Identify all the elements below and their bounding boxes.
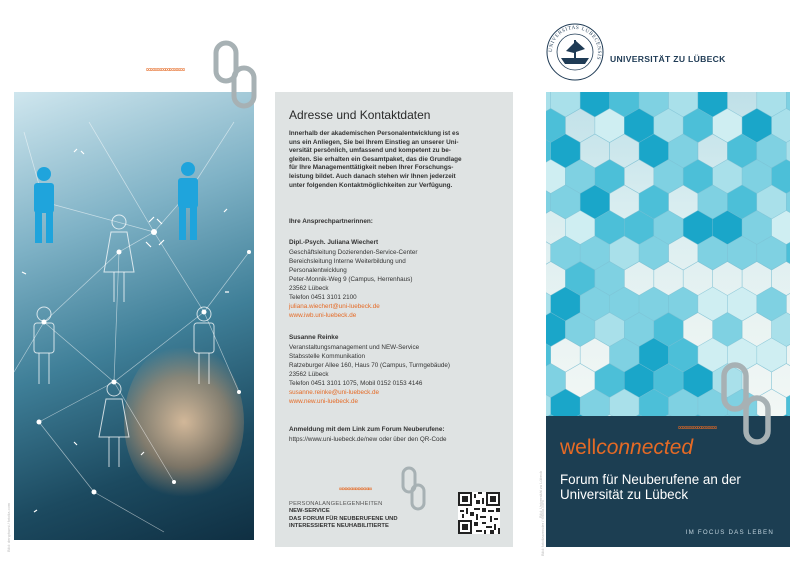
contact1-web-link[interactable]: www.iwb.uni-luebeck.de (289, 312, 357, 319)
registration-heading: Anmeldung mit dem Link zum Forum Neuberufene: (289, 426, 445, 433)
person-icon-outline-right (194, 307, 214, 384)
footer-line1: NEW-SERVICE (289, 508, 330, 515)
university-seal-icon (545, 22, 605, 82)
network-illustration (14, 92, 254, 540)
contact-panel (275, 92, 513, 547)
contacts-heading: Ihre Ansprechpartnerinnen: (289, 218, 373, 225)
contact2-line: 23562 Lübeck (289, 371, 329, 378)
intro-line: uns ein Anliegen, Sie bei Ihrem Einstieg an unserer Uni- (289, 138, 459, 146)
person-icon-outline-male (34, 307, 54, 384)
contact1-line: Telefon 0451 3101 2100 (289, 294, 357, 301)
intro-line: leistung bildet. Auch danach stehen wir Ihnen jederzeit (289, 172, 456, 180)
left-image-credit: Bild: denphumi / fotolia.com (6, 502, 11, 552)
connected-word: connected (596, 436, 694, 459)
registration-link[interactable]: https://www.uni-luebeck.de/new oder über den QR-Code (289, 436, 447, 443)
contact1-line: 23562 Lübeck (289, 285, 329, 292)
orange-chain-dots-cover: ∞∞∞∞∞∞∞∞∞∞ (678, 423, 717, 432)
contact1-line: Personalentwicklung (289, 267, 347, 274)
well-connected-logo (560, 437, 693, 458)
chain-link-icon-small (401, 466, 427, 512)
contact-title: Adresse und Kontaktdaten (289, 108, 431, 122)
university-name: UNIVERSITÄT ZU LÜBECK (610, 54, 726, 64)
footer-line2: DAS FORUM FÜR NEUBERUFENE UND (289, 515, 398, 522)
chain-link-icon-cover (720, 362, 776, 448)
front-cover (546, 92, 790, 547)
middle-side-credit: Bild: Universität zu Lübeck (538, 470, 543, 518)
contact2-line: Ratzeburger Allee 160, Haus 70 (Campus, Turmgebäude) (289, 362, 451, 369)
footer-block (289, 501, 398, 531)
intro-line: gleiten. Sie erhalten ein Gesamtpaket, das die Grundlage (289, 155, 462, 163)
contact2-line: Telefon 0451 3101 1075, Mobil 0152 0153 4146 (289, 380, 423, 387)
forum-title-line: Forum für Neuberufene an der (560, 472, 741, 487)
slogan: IM FOCUS DAS LEBEN (685, 529, 774, 536)
orange-chain-dots-small: ∞∞∞∞∞∞∞∞∞∞ (339, 485, 372, 493)
chain-link-icon (212, 40, 262, 112)
qr-code[interactable] (458, 492, 500, 534)
seal-text: UNIVERSITAS LUBECENSIS (547, 24, 603, 61)
contact2-name: Susanne Reinke (289, 334, 339, 341)
intro-line: für Ihre Managementtätigkeit neben Ihrer Forschungs- (289, 164, 454, 172)
footer-line3: INTERESSIERTE NEUHABILITIERTE (289, 523, 389, 530)
contact1-name: Dipl.-Psych. Juliana Wiechert (289, 239, 379, 246)
contact1-line: Peter-Monnik-Weg 9 (Campus, Herrenhaus) (289, 276, 413, 283)
intro-line: versität persönlich, umfassend und kompetent zu be- (289, 147, 451, 155)
well-word: well (560, 436, 597, 459)
contact2-line: Veranstaltungsmanagement und NEW-Service (289, 344, 420, 351)
forum-title (560, 472, 784, 502)
contact1-line: Bereichsleitung Interne Weiterbildung und (289, 258, 406, 265)
footer-label: PERSONALANGELEGENHEITEN (289, 501, 383, 507)
contact2-email-link[interactable]: susanne.reinke@uni-luebeck.de (289, 389, 380, 396)
contact2-line: Stabsstelle Kommunikation (289, 353, 365, 360)
contact2-web-link[interactable]: www.new.uni-luebeck.de (289, 398, 358, 405)
forum-title-line: Universität zu Lübeck (560, 487, 689, 502)
intro-line: Innerhalb der akademischen Personalentwicklung ist es (289, 130, 460, 137)
contact1-email-link[interactable]: juliana.wiechert@uni-luebeck.de (289, 303, 380, 310)
orange-chain-dots: ∞∞∞∞∞∞∞∞∞∞ (146, 65, 185, 74)
cover-photo-network-people (14, 92, 254, 540)
person-icon-outline-female-lower (99, 382, 129, 467)
cover-image-credit: Bild: fotoliaxrender / fotolia.com (540, 500, 545, 556)
person-icon-blue-right (178, 162, 198, 240)
contact1-line: Geschäftsleitung Dozierenden-Service-Center (289, 249, 418, 256)
university-logo (540, 20, 790, 80)
intro-text (289, 130, 503, 190)
intro-line: unter folgenden Kontaktmöglichkeiten zur Verfügung. (289, 181, 453, 189)
